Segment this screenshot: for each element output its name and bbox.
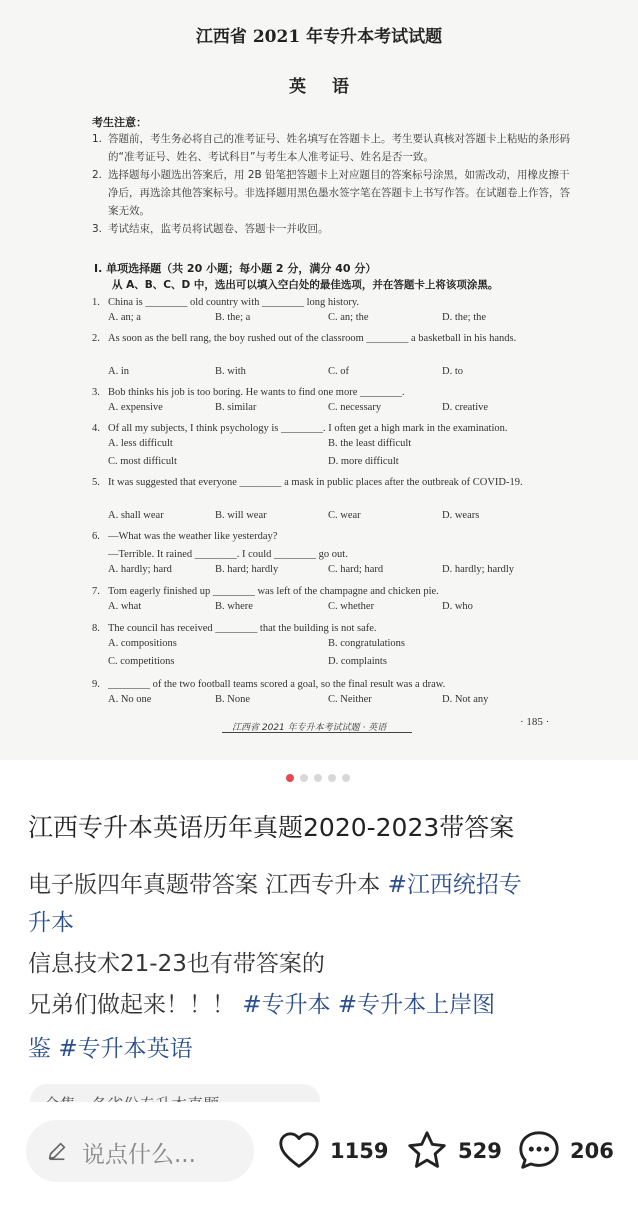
page-number: · 185 ·: [520, 716, 550, 728]
post-body-line: 电子版四年真题带答案 江西专升本 #江西统招专: [28, 872, 522, 898]
like-button[interactable]: [276, 1126, 388, 1176]
question-line: —Terrible. It rained ________. I could ________ go out.: [108, 549, 348, 560]
option: D. creative: [442, 402, 489, 413]
question: 8. The council has received ________ that the building is not safe.: [92, 623, 377, 634]
carousel-dot: [328, 774, 336, 782]
option: A. in: [108, 366, 129, 377]
option: A. shall wear: [108, 510, 164, 521]
option: B. None: [215, 694, 250, 705]
option: B. hard; hardly: [215, 564, 279, 575]
option: B. where: [215, 601, 253, 612]
option: D. to: [442, 366, 463, 377]
option: D. more difficult: [328, 456, 399, 467]
option: A. an; a: [108, 312, 141, 323]
option: C. competitions: [108, 656, 175, 667]
exam-title: 江西省 2021 年专升本考试试题: [195, 27, 443, 47]
option: B. will wear: [215, 510, 267, 521]
notice-item: 3. 考试结束，监考员将试题卷、答题卡一并收回。: [92, 223, 329, 235]
hashtag-link[interactable]: #专升本: [242, 992, 331, 1018]
option: D. complaints: [328, 656, 387, 667]
option: B. the least difficult: [328, 438, 412, 449]
option: A. expensive: [108, 402, 163, 413]
post-body-line: [28, 904, 74, 937]
question: 3. Bob thinks his job is too boring. He wants to find one more ________.: [92, 387, 405, 398]
carousel-dot: [314, 774, 322, 782]
hashtag-link[interactable]: #江西统招专: [387, 872, 522, 898]
option: C. whether: [328, 601, 375, 612]
option: B. congratulations: [328, 638, 405, 649]
section-heading: Ⅰ. 单项选择题（共 20 小题；每小题 2 分，满分 40 分）: [94, 262, 377, 275]
question: 2. As soon as the bell rang, the boy rushed out of the classroom ________ a basketball in his hands.: [92, 333, 517, 344]
heart-icon: [276, 1128, 322, 1174]
question: 9. ________ of the two football teams scored a goal, so the final result was a draw.: [92, 679, 446, 690]
option: A. compositions: [108, 638, 177, 649]
carousel-dot: [300, 774, 308, 782]
option: D. the; the: [442, 312, 487, 323]
carousel-dot: [342, 774, 350, 782]
notice-item: 2. 选择题每小题选出答案后，用 2B 铅笔把答题卡上对应题目的答案标号涂黑，如需改动，用橡皮擦干净后，再选涂其他答案标号。非选择题用黑色墨水签字笔在答题卡上书写作答。在试题卷上作答，答案无效。: [92, 169, 570, 217]
option: B. similar: [215, 402, 257, 413]
option: D. who: [442, 601, 473, 612]
option: C. hard; hard: [328, 564, 384, 575]
option: C. of: [328, 366, 349, 377]
option: C. wear: [328, 510, 361, 521]
favorite-count: 529: [458, 1139, 502, 1163]
hashtag-link[interactable]: #专升本英语: [58, 1036, 193, 1062]
exam-footer: 江西省 2021 年专升本考试试题 · 英语: [232, 723, 387, 733]
option: D. Not any: [442, 694, 489, 705]
post-body-line: 兄弟们做起来！！！ #专升本 #专升本上岸图: [28, 992, 496, 1018]
option: C. an; the: [328, 312, 369, 323]
hashtag-link[interactable]: #专升本上岸图: [337, 992, 496, 1018]
option: C. Neither: [328, 694, 372, 705]
option: C. most difficult: [108, 456, 177, 467]
post-body-line: 信息技术21-23也有带答案的: [28, 951, 325, 977]
star-icon: [404, 1128, 450, 1174]
question: 4. Of all my subjects, I think psychology is ________. I often get a high mark in the examination.: [92, 423, 508, 434]
like-count: 1159: [330, 1139, 389, 1163]
option: D. hardly; hardly: [442, 564, 515, 575]
comment-placeholder: 说点什么...: [82, 1142, 196, 1168]
hashtag-link[interactable]: 升本: [28, 910, 74, 936]
notice-item: 1. 答题前，考生务必将自己的准考证号、姓名填写在答题卡上。考生要认真核对答题卡上粘贴的条形码的“准考证号、姓名、考试科目”与考生本人准考证号、姓名是否一致。: [92, 133, 570, 163]
footer-divider: [222, 732, 412, 733]
bottom-action-bar: [0, 1102, 638, 1222]
section-instruction: 从 A、B、C、D 中，选出可以填入空白处的最佳选项，并在答题卡上将该项涂黑。: [112, 279, 499, 291]
favorite-button[interactable]: [404, 1126, 502, 1176]
comment-input[interactable]: [26, 1120, 254, 1182]
question: 7. Tom eagerly finished up ________ was left of the champagne and chicken pie.: [92, 586, 439, 597]
option: B. with: [215, 366, 246, 377]
option: A. No one: [108, 694, 152, 705]
option: D. wears: [442, 510, 480, 521]
carousel-dot-active: [286, 774, 294, 782]
carousel-indicator: [286, 774, 350, 782]
option: C. necessary: [328, 402, 382, 413]
notice-heading: 考生注意：: [92, 116, 147, 129]
option: A. hardly; hard: [108, 564, 172, 575]
pen-icon: [46, 1140, 68, 1162]
question: 1. China is ________ old country with ________ long history.: [92, 297, 360, 308]
question: 6. —What was the weather like yesterday?: [92, 531, 278, 542]
comment-button[interactable]: [516, 1126, 614, 1176]
hashtag-link[interactable]: 鉴: [28, 1036, 51, 1062]
option: B. the; a: [215, 312, 251, 323]
post-body-line: [28, 1030, 193, 1063]
exam-subject: 英语: [289, 77, 375, 97]
option: A. what: [108, 601, 142, 612]
comment-count: 206: [570, 1139, 614, 1163]
comment-icon: [516, 1128, 562, 1174]
question: 5. It was suggested that everyone ________ a mask in public places after the outbreak of COVID-19.: [92, 477, 523, 488]
option: A. less difficult: [108, 438, 173, 449]
post-title: 江西专升本英语历年真题2020-2023带答案: [28, 813, 515, 842]
